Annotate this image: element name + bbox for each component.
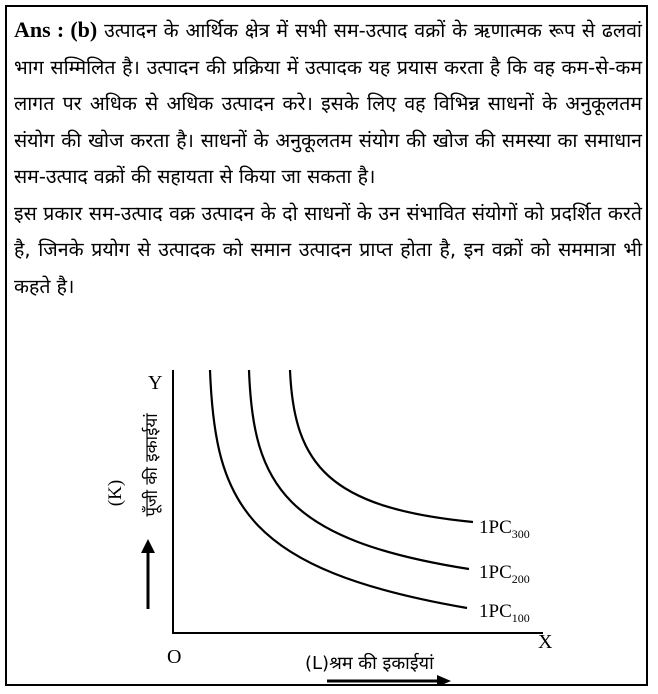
x-axis-title: (L)श्रम की इकाईयां — [305, 653, 434, 674]
isoquant-diagram — [7, 365, 646, 685]
paragraph-2: इस प्रकार सम-उत्पाद वक्र उत्पादन के दो साधनों के उन संभावित संयोगों को प्रदर्शित करते है, जिनके प्रयोग से उत्पादक को समान उत्पादन प्राप्त होता है, इन वक्रों को सममात्रा भी कहते है। — [14, 201, 642, 298]
isoquant-curve-300 — [290, 370, 473, 522]
y-axis-title-symbol: (K) — [105, 479, 126, 507]
y-axis-title: पूँजी की इकाईयां — [142, 413, 162, 517]
isoquant-curve-100 — [210, 370, 467, 608]
x-axis-label: X — [538, 631, 553, 653]
y-axis-label: Y — [148, 372, 163, 394]
isoquant-curve-200 — [249, 370, 469, 569]
origin-label: O — [167, 646, 182, 668]
curve-label-200: $1PC_{200}$ — [479, 562, 530, 586]
answer-label: Ans : (b) — [14, 17, 98, 42]
curve-label-300: $1PC_{300}$ — [479, 517, 530, 541]
paragraph-1 — [14, 12, 642, 196]
paragraph-1-text: उत्पादन के आर्थिक क्षेत्र में सभी सम-उत्पाद वक्रों के ऋणात्मक रूप से ढलवां भाग सम्मिलित है। उत्पादन की प्रक्रिया में उत्पादक यह प्रयास करता है कि वह कम-से-कम लागत पर अधिक से अधिक उत्पादन करे। इसके लिए वह विभिन्न साधनों के अनुकूलतम संयोग की खोज करता है। साधनों के अनुकूलतम संयोग की खोज की समस्या का समाधान सम-उत्पाद वक्रों की सहायता से किया जा सकता है। — [14, 19, 642, 188]
answer-box — [5, 5, 648, 686]
x-title-arrow-head — [437, 675, 451, 685]
y-title-arrow-head — [141, 539, 155, 553]
curve-label-100: $1PC_{100}$ — [479, 601, 530, 625]
answer-text — [14, 12, 642, 305]
